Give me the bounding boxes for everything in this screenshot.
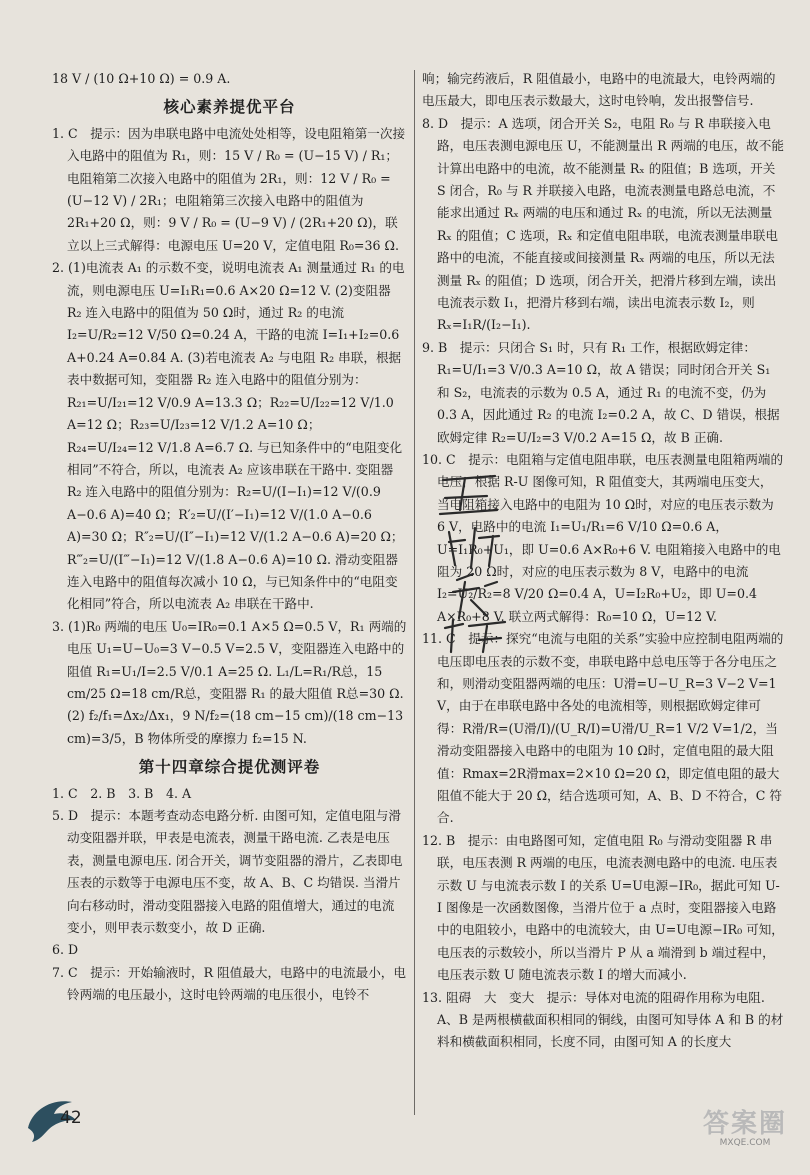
answer-item: 3. (1)R₀ 两端的电压 U₀=IR₀=0.1 A×5 Ω=0.5 V，R₁ 两端的电压 U₁=U−U₀=3 V−0.5 V=2.5 V，变阻器连入电路中的阻值 R₁=U₁/I=2.5 V/0.1 A=25 Ω. L₁/L=R₁/R总，15 cm/25 Ω=18 cm/R总，变阻器 R₁ 的最大阻值 R总=30 Ω. (2) f₂/f₁=Δx₂/Δx₁，9 N/f₂=(18 cm−15 cm)/(18 cm−13 cm)=3/5，B 物体所受的摩擦力 f₂=15 N. [52, 618, 407, 746]
answer-item: 6. D [52, 942, 79, 958]
answer-item: 5. D 提示：本题考查动态电路分析. 由图可知，定值电阻与滑动变阻器并联，甲表是电流表，测量干路电流. 乙表是电压表，测量电源电压. 闭合开关，调节变阻器的滑片，乙表即电压表的示数等于电源电压不变，故 A、B、C 均错误. 当滑片向右移动时，滑动变阻器接入电路的阻值增大，通过的电流变小，则甲表示数变小，故 D 正确. [52, 808, 403, 936]
answer-item: 12. B 提示：由电路图可知，定值电阻 R₀ 与滑动变阻器 R 串联，电压表测 R 两端的电压，电流表测电路中的电流. 电压表示数 U 与电流表示数 I 的关系 U=U电源−IR₀，据此可知 U-I 图像是一次函数图像，当滑片位于 a 点时，变阻器接入电路中的电阻较小，电路中的电流较大，由 U=U电源−IR₀ 可知，电压表的示数较小，所以当滑片 P 从 a 端滑到 b 端过程中，电压表示数 U 随电流表示数 I 的增大而减小. [422, 832, 784, 983]
left-column [52, 68, 407, 1007]
answer-item: 9. B 提示：只闭合 S₁ 时，只有 R₁ 工作，根据欧姆定律：R₁=U/I₁=3 V/0.3 A=10 Ω，故 A 错误；同时闭合开关 S₁ 和 S₂，电流表的示数为 0.5 A，通过 R₁ 的电流不变，仍为 0.3 A，因此通过 R₂ 的电流 I₂=0.2 A，故 C、D 错误，根据欧姆定律 R₂=U/I₂=3 V/0.2 A=15 Ω，故 B 正确. [422, 339, 780, 445]
watermark-logo: 答案圈 [702, 1109, 787, 1139]
answer-item: 响；输完药液后，R 阻值最小，电路中的电流最大，电铃两端的电压最大，即电压表示数最大，这时电铃响，发出报警信号. [422, 71, 776, 109]
watermark [690, 1110, 800, 1148]
answer-item: 13. 阻碍 大 变大 提示：导体对电流的阻碍作用称为电阻. A、B 是两根横截面积相同的铜线，由图可知导体 A 和 B 的材料和横截面积相同，长度不同，由图可知 A 的长度大 [422, 989, 784, 1050]
section-title-chapter14: 第十四章综合提优测评卷 [138, 758, 321, 777]
section-title-core: 核心素养提优平台 [163, 98, 296, 117]
answer-item: 1. C 提示：因为串联电路中电流处处相等，设电阻箱第一次接入电路中的阻值为 R₁，则：15 V / R₀ = (U−15 V) / R₁；电阻箱第二次接入电路中的阻值为 2R₁，则：12 V / R₀ = (U−12 V) / 2R₁；电阻箱第三次接入电路中的阻值为 2R₁+20 Ω，则：9 V / R₀ = (U−9 V) / (2R₁+20 Ω)，联立以上三式解得：电源电压 U=20 V，定值电阻 R₀=36 Ω. [52, 125, 406, 253]
answer-item: 7. C 提示：开始输液时，R 阻值最大，电路中的电流最小，电铃两端的电压最小，这时电铃两端的电压很小，电铃不 [52, 964, 406, 1003]
answer-item: 2. (1)电流表 A₁ 的示数不变，说明电流表 A₁ 测量通过 R₁ 的电流，则电源电压 U=I₁R₁=0.6 A×20 Ω=12 V. (2)变阻器 R₂ 连入电路中的阻值为 50 Ω时，通过 R₂ 的电流 I₂=U/R₂=12 V/50 Ω=0.24 A，干路的电流 I=I₁+I₂=0.6 A+0.24 A=0.84 A. (3)若电流表 A₂ 与电阻 R₂ 串联，根据表中数据可知，变阻器 R₂ 连入电路中的阻值分别为：R₂₁=U/I₂₁=12 V/0.9 A=13.3 Ω；R₂₂=U/I₂₂=12 V/1.0 A=12 Ω；R₂₃=U/I₂₃=12 V/1.2 A=10 Ω；R₂₄=U/I₂₄=12 V/1.8 A=6.7 Ω. 与已知条件中的“电阻变化相同”不符合，所以，电流表 A₂ 应该串联在干路中. 变阻器 R₂ 连入电路中的阻值分别为：R₂=U/(I−I₁)=12 V/(0.9 A−0.6 A)=40 Ω；R′₂=U/(I′−I₁)=12 V/(1.0 A−0.6 A)=30 Ω；R″₂=U/(I″−I₁)=12 V/(1.2 A−0.6 A)=20 Ω；R‴₂=U/(I‴−I₁)=12 V/(1.8 A−0.6 A)=10 Ω. 滑动变阻器连入电路中的阻值每次减小 10 Ω，与已知条件中的“电阻变化相同”符合，所以电流表 A₂ 串联在干路中. [52, 260, 405, 612]
answer-item: 8. D 提示：A 选项，闭合开关 S₂，电阻 R₀ 与 R 串联接入电路，电压表测电源电压 U，不能测量出 R 两端的电压，故不能计算出电路中的电流，故不能测量 Rₓ 的阻值；B 选项，开关 S 闭合，R₀ 与 R 并联接入电路，电流表测量电路总电流，不能求出通过 Rₓ 两端的电压和通过 Rₓ 的电流，所以无法测量 Rₓ 的阻值；C 选项，Rₓ 和定值电阻串联，电流表测量串联电路中的电流，不能直接或间接测量 Rₓ 两端的电压，所以无法测量 Rₓ 的阻值；D 选项，闭合开关，把滑片移到左端，读出电流表示数 I₁，把滑片移到右端，读出电流表示数 I₂，则 Rₓ=I₁R/(I₂−I₁). [422, 115, 784, 333]
intro-line: 18 V / (10 Ω+10 Ω) = 0.9 A. [52, 71, 231, 86]
answer-item: 10. C 提示：电阻箱与定值电阻串联，电压表测量电阻箱两端的电压，根据 R-U 图像可知，R 阻值变大，其两端电压变大，当电阻箱接入电路中的电阻为 10 Ω时，对应的电压表示数为 6 V，电路中的电流 I₁=U₁/R₁=6 V/10 Ω=0.6 A，U=I₁R₀+U₁，即 U=0.6 A×R₀+6 V. 电阻箱接入电路中的电阻为 20 Ω时，对应的电压表示数为 8 V，电路中的电流 I₂=U₂/R₂=8 V/20 Ω=0.4 A，U=I₂R₀+U₂，即 U=0.4 A×R₀+8 V. 联立两式解得：R₀=10 Ω，U=12 V. [422, 451, 784, 624]
handwriting-scribble [435, 470, 525, 660]
watermark-url: MXQE.COM [719, 1138, 771, 1148]
column-divider [414, 70, 415, 1115]
page-number: 42 [60, 1108, 82, 1128]
answer-item: 11. C 提示：探究“电流与电阻的关系”实验中应控制电阻两端的电压即电压表的示数不变，串联电路中总电压等于各分电压之和，则滑动变阻器两端的电压：U滑=U−U_R=3 V−2 V=1 V，由于在串联电路中各处的电流相等，则根据欧姆定律可得：R滑/R=(U滑/I)/(U_R/I)=U滑/U_R=1 V/2 V=1/2，当滑动变阻器接入电路中的电阻为 10 Ω时，定值电阻的最大阻值：Rmax=2R滑max=2×10 Ω=20 Ω，即定值电阻的最大阻值不能大于 20 Ω，结合选项可知，A、B、D 不符合，C 符合. [422, 631, 784, 826]
answer-item: 1. C 2. B 3. B 4. A [52, 785, 192, 801]
